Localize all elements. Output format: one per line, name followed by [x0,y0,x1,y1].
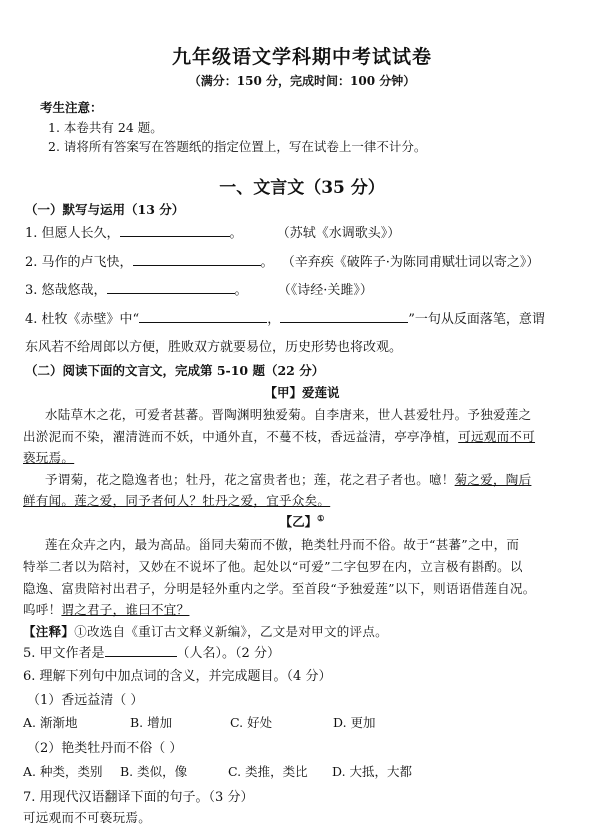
question-1 [25,222,400,241]
q6-1-option-a[interactable]: A. 渐渐地 [23,715,78,730]
question-2 [25,251,539,270]
passage-a-line-5: 鲜有闻。莲之爱，同予者何人？牡丹之爱，宜乎众矣。 [23,493,331,508]
question-3 [25,279,373,298]
section-title: 一、文言文（35 分） [219,178,385,198]
passage-a-line-2-text: 出淤泥而不染，濯清涟而不妖，中通外直，不蔓不枝，香远益清，亭亭净植， [23,429,459,444]
passage-b-footnote-mark: ① [317,512,325,523]
q6-2-option-c[interactable]: C. 类推，类比 [228,764,308,779]
passage-a-line-2-underlined: 可远观而不可 [458,429,536,444]
passage-a-title: 【甲】爱莲说 [264,385,340,400]
q4-blank-1[interactable] [139,309,267,323]
q5-blank[interactable] [105,643,177,657]
notice-item-2: 2. 请将所有答案写在答题纸的指定位置上，写在试卷上一律不计分。 [48,139,427,154]
question-6-1: （1）香远益清（ ） [27,693,144,708]
q6-1-option-b[interactable]: B. 增加 [130,715,173,730]
q2-source: （辛弃疾《破阵子·为陈同甫赋壮词以寄之》） [281,255,540,270]
passage-b-line-1: 莲在众卉之内，最为高品。甾同夫菊而不傲，艳类牡丹而不俗。故于“甚蕃”之中，而 [45,537,520,552]
q1-suffix: 。 [229,226,243,241]
passage-a-line-4-text: 予谓菊，花之隐逸者也；牡丹，花之富贵者也；莲，花之君子者也。噫！ [45,472,455,487]
q6-1-option-d[interactable]: D. 更加 [333,715,376,730]
passage-a-line-4-underlined: 菊之爱，陶后 [454,472,532,487]
passage-b-line-3: 隐逸、富贵陪衬出君子，分明是轻外重内之学。至首段“予独爱莲”以下，则语语借莲自况。 [23,581,536,596]
q3-source: （《诗经·关雎》） [277,283,373,298]
passage-b-line-4-underlined: 谓之君子，谁曰不宜？ [61,602,190,617]
q4-prefix: 4. 杜牧《赤壁》中“ [25,312,140,327]
footnote-label: 【注释】 [23,624,75,639]
q6-1-option-c[interactable]: C. 好处 [230,715,273,730]
q2-suffix: 。 [260,255,274,270]
question-6-2: （2）艳类牡丹而不俗（ ） [27,741,183,756]
q2-prefix: 2. 马作的卢飞快， [25,255,133,270]
notice-heading: 考生注意： [40,100,103,115]
q6-2-option-b[interactable]: B. 类似，像 [120,764,188,779]
q5-suffix: （人名）。（2 分） [176,646,280,661]
q3-blank[interactable] [107,280,235,294]
passage-b-title [0,512,604,530]
q3-prefix: 3. 悠哉悠哉， [25,283,107,298]
passage-a-line-1: 水陆草木之花，可爱者甚蕃。晋陶渊明独爱菊。自李唐来，世人甚爱牡丹。予独爱莲之 [45,407,532,422]
passage-b-title-text: 【乙】 [279,514,318,529]
question-6: 6. 理解下列句中加点词的含义，并完成题目。（4 分） [23,669,332,684]
question-5 [23,642,280,661]
passage-a-line-3: 亵玩焉。 [23,450,75,465]
notice-item-1: 1. 本卷共有 24 题。 [48,120,163,135]
footnote-text: ①改选自《重订古文释义新编》，乙文是对甲文的评点。 [74,624,388,639]
q6-2-option-a[interactable]: A. 种类，类别 [23,764,103,779]
q4-blank-2[interactable] [280,309,408,323]
passage-b-line-4 [23,600,189,618]
part1-title: （一）默写与运用（13 分） [25,202,185,217]
question-4 [25,308,545,327]
part2-title: （二）阅读下面的文言文，完成第 5-10 题（22 分） [25,363,325,378]
passage-b-line-2: 特举二者以为陪衬，又妙在不说坏了他。起处以“可爱”二字包罗在内，立言极有斟酌。以 [23,559,523,574]
question-7-sentence: 可远观而不可亵玩焉。 [23,810,152,825]
q4-suffix: ”一句从反面落笔，意谓 [408,312,545,327]
q6-2-option-d[interactable]: D. 大抵，大都 [332,764,413,779]
q4-mid: ， [267,312,281,327]
q1-source: （苏轼《水调歌头》） [276,226,401,241]
passage-a-line-4 [45,470,531,488]
passage-b-line-4-text: 呜呼！ [23,602,62,617]
page-subtitle: （满分：150 分，完成时间：100 分钟） [188,74,416,88]
passage-a-line-2 [23,427,535,445]
q1-prefix: 1. 但愿人长久， [25,226,120,241]
q2-blank[interactable] [133,252,261,266]
question-7: 7. 用现代汉语翻译下面的句子。（3 分） [23,790,254,805]
q3-suffix: 。 [234,283,248,298]
q4-line-2: 东风若不给周郎以方便，胜败双方就要易位，历史形势也将改观。 [25,340,403,355]
footnote [23,622,388,640]
page-title: 九年级语文学科期中考试试卷 [171,46,432,68]
q1-blank[interactable] [120,223,230,237]
q5-prefix: 5. 甲文作者是 [23,646,105,661]
